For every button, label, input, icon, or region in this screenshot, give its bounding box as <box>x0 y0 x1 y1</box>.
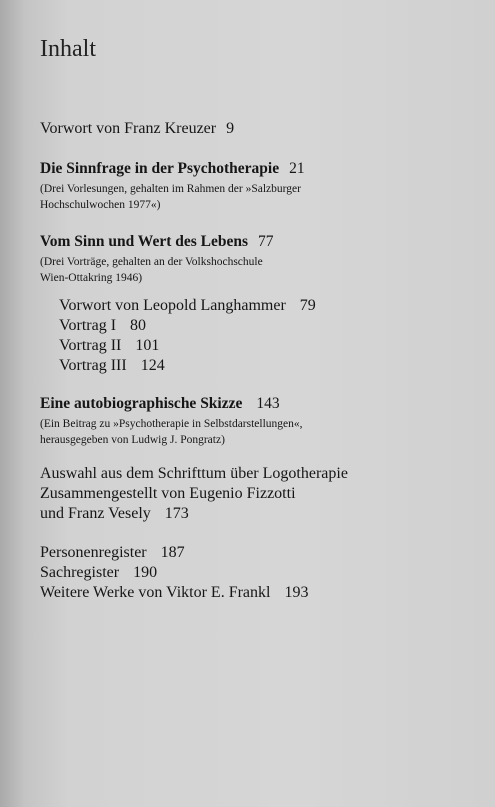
entry-label: Vorwort von Franz Kreuzer <box>40 120 217 137</box>
entry-note: (Ein Beitrag zu »Psychotherapie in Selbstdarstellungen«, herausgegeben von Ludwig J. Pongratz) <box>40 418 303 446</box>
subentry: Vortrag III 124 <box>59 357 165 374</box>
toc-entry-vorwort <box>40 120 234 138</box>
subentry: Vortrag I 80 <box>59 317 147 334</box>
page-title: Inhalt <box>40 36 96 62</box>
toc-entry-register: Weitere Werke von Viktor E. Frankl 193 <box>40 584 309 601</box>
entry-note: (Drei Vorträge, gehalten an der Volkshochschule Wien-Ottakring 1946) <box>40 256 263 284</box>
toc-entry-auswahl: Auswahl aus dem Schrifttum über Logotherapie Zusammengestellt von Eugenio Fizzotti und Franz Vesely 173 <box>40 465 348 522</box>
subentry: Vorwort von Leopold Langhammer 79 <box>59 297 316 314</box>
subentry: Vortrag II 101 <box>59 337 160 354</box>
entry-label: Die Sinnfrage in der Psychotherapie <box>40 160 280 177</box>
entry-label: Eine autobiographische Skizze <box>40 395 243 412</box>
toc-subentries <box>59 296 316 376</box>
entry-page-number: 21 <box>289 160 305 177</box>
toc-registers <box>40 543 308 603</box>
toc-entry-sinnfrage <box>40 160 305 213</box>
entry-label: Vom Sinn und Wert des Lebens <box>40 233 249 250</box>
entry-note: (Drei Vorlesungen, gehalten im Rahmen der »Salzburger Hochschulwochen 1977«) <box>40 183 301 211</box>
entry-page-number: 77 <box>258 233 274 250</box>
entry-page-number: 173 <box>164 505 189 522</box>
toc-entry-sinn-und-wert <box>40 233 274 286</box>
toc-entry-register: Personenregister 187 <box>40 544 185 561</box>
entry-page-number: 143 <box>256 395 280 412</box>
entry-page-number: 9 <box>226 120 235 137</box>
toc-entry-register: Sachregister 190 <box>40 564 158 581</box>
toc-entry-skizze <box>40 395 303 448</box>
